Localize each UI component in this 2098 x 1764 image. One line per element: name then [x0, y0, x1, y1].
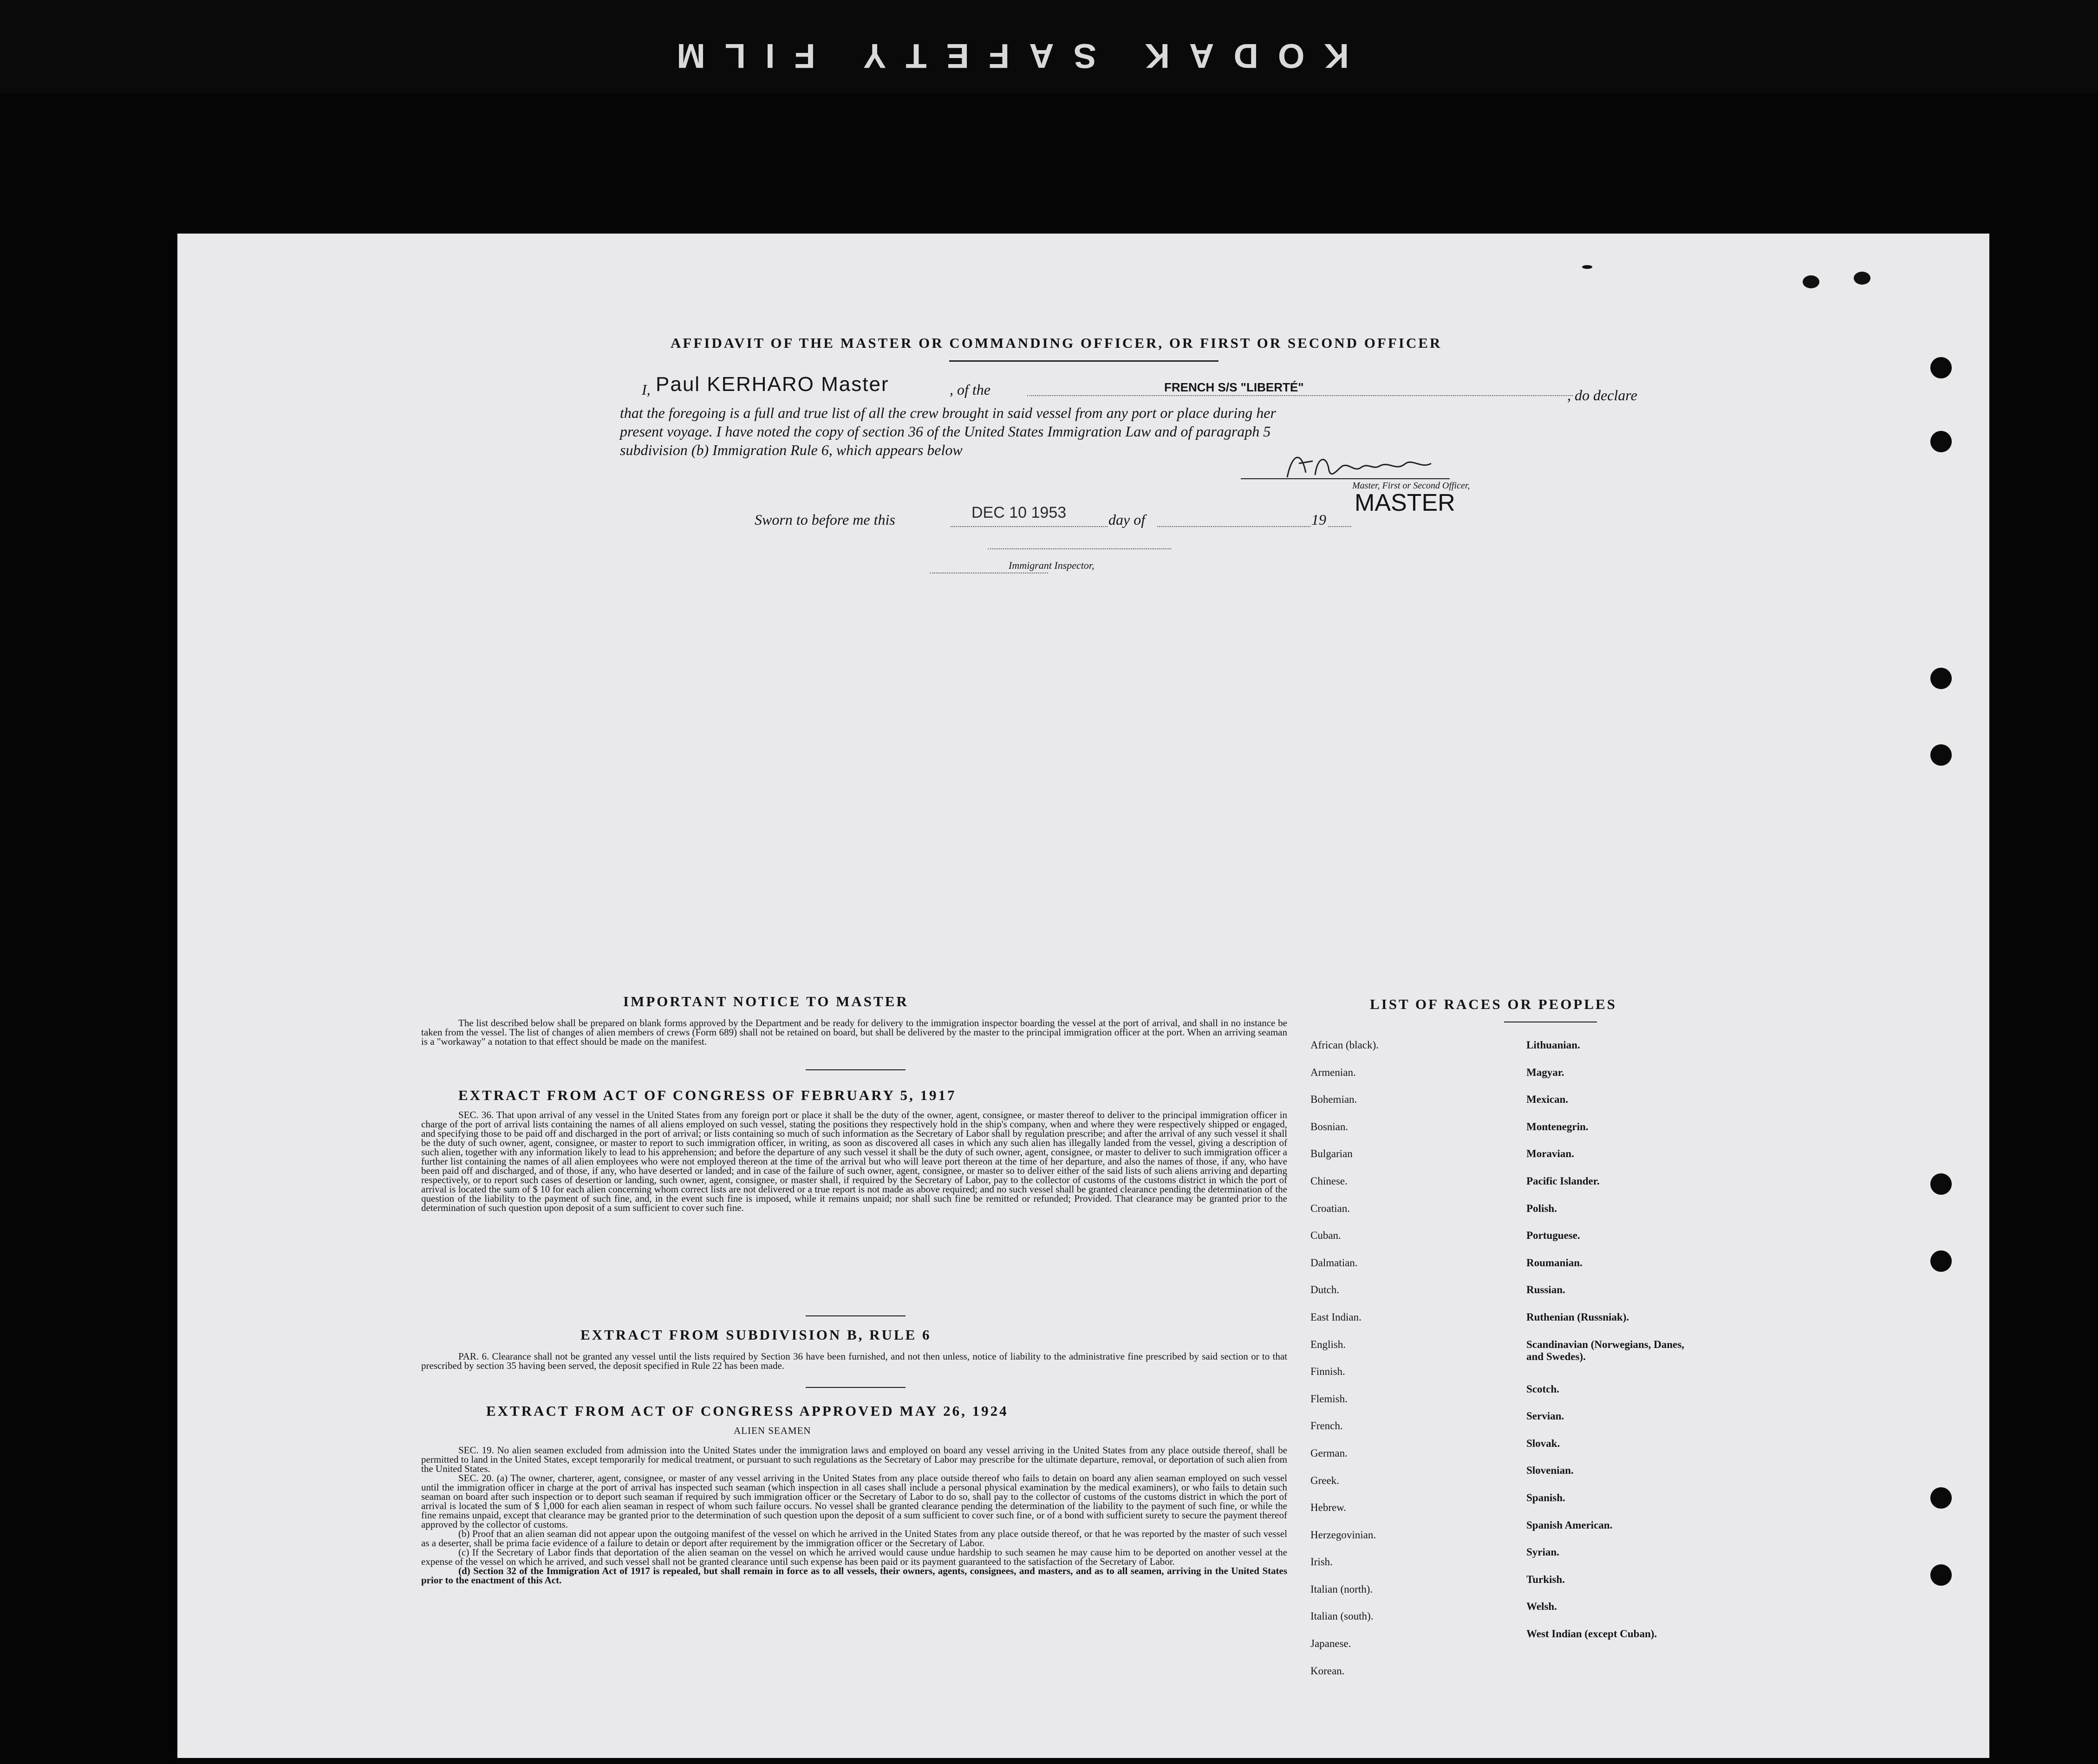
sworn-date-line	[951, 526, 1108, 527]
race-item: French.	[1310, 1420, 1343, 1432]
races-heading: LIST OF RACES OR PEOPLES	[1370, 996, 1617, 1012]
race-item: Roumanian.	[1526, 1256, 1583, 1269]
ink-speck	[1582, 265, 1592, 269]
race-item: Armenian.	[1310, 1066, 1356, 1078]
punch-hole	[1930, 744, 1952, 766]
vessel-line	[1027, 395, 1573, 396]
race-item: Polish.	[1526, 1202, 1557, 1214]
section-20a-paragraph: SEC. 20. (a) The owner, charterer, agent, consignee, or master of any vessel arriving in the United States from any place outside thereof who fails to detain on board any alien seaman employed on such vessel until the immigration officer in charge at the port of arrival has inspected such seaman (which inspection in all cases shall include a personal physical examination by the medical examiners), or who fails to detain such seaman on board after such inspection or to deport such seaman if required by such immigration officer or the Secretary of Labor to do so, shall pay to the collector of customs of the customs district in which the port of arrival is located the sum of $ 1,000 for each alien seaman in respect of whom such failure occurs. No vessel shall be granted clearance pending the determination of the liability to the payment of such fine, or while the fine remains unpaid, except that clearance may be granted prior to the determination of such question upon the deposit of a sum sufficient to cover such fine, or of a bond with sufficient surety to secure the payment thereof approved by the collector of customs.	[421, 1472, 1287, 1530]
extract-rule6-heading: EXTRACT FROM SUBDIVISION B, RULE 6	[580, 1327, 932, 1343]
race-item: English.	[1310, 1338, 1346, 1350]
race-item: Scandinavian (Norwegians, Danes, and Swedes).	[1526, 1338, 1684, 1362]
race-item: Greek.	[1310, 1474, 1339, 1486]
race-item: Ruthenian (Russniak).	[1526, 1311, 1629, 1323]
paragraph-6: PAR. 6. Clearance shall not be granted any vessel until the lists required by Section 36 have been furnished, and not then unless, notice of liability to the administrative fine prescribed by said section or to that prescribed by section 35 having been served, the deposit specified in Rule 22 has been made.	[421, 1351, 1287, 1371]
race-item: Finnish.	[1310, 1366, 1345, 1378]
film-edge-band	[0, 0, 2098, 93]
punch-hole	[1930, 357, 1952, 378]
punch-hole	[1930, 431, 1952, 452]
alien-seamen-subheading: ALIEN SEAMEN	[734, 1425, 811, 1436]
section-19-paragraph: SEC. 19. No alien seamen excluded from admission into the United States under the immigration laws and employed on board any vessel arriving in the United States from any place outside thereof, shall be permitted to land in the United States, except temporarily for medical treatment, or pursuant to such regulations as the Secretary of Labor may prescribe for the ultimate departure, removal, or deportation of such alien from the United States.	[421, 1445, 1287, 1474]
ink-speck	[1803, 275, 1819, 288]
race-item: Cuban.	[1310, 1230, 1341, 1242]
notice-paragraph: The list described below shall be prepared on blank forms approved by the Department and be ready for delivery to the immigration inspector boarding the vessel at the port of arrival, and shall in no instance be taken from the vessel. The list of changes of alien members of crews (Form 689) shall not be retained on board, but shall be delivered by the master to the principal immigration officer at the port. When an arriving seaman is a "workaway" a notation to that effect should be made on the manifest.	[421, 1017, 1287, 1047]
race-item: Moravian.	[1526, 1148, 1574, 1160]
race-item: African (black).	[1310, 1039, 1379, 1051]
extract-1917-divider	[806, 1315, 906, 1316]
race-item: Spanish.	[1526, 1491, 1565, 1504]
race-item: Spanish American.	[1526, 1519, 1613, 1531]
race-item: Lithuanian.	[1526, 1039, 1580, 1051]
race-item: Dalmatian.	[1310, 1256, 1358, 1269]
of-the-label: , of the	[950, 381, 990, 398]
race-item: Magyar.	[1526, 1066, 1564, 1078]
race-item: Pacific Islander.	[1526, 1175, 1600, 1187]
race-item: Chinese.	[1310, 1175, 1348, 1187]
inspector-label: Immigrant Inspector,	[1009, 560, 1095, 571]
affidavit-line-2: that the foregoing is a full and true list of all the crew brought in said vessel from any port or place during her	[620, 404, 1276, 421]
races-column-1	[1310, 1039, 1379, 1692]
extract-rule6-text	[421, 1352, 1287, 1370]
punch-hole	[1930, 1487, 1952, 1509]
race-item: Japanese.	[1310, 1638, 1351, 1650]
race-item: Turkish.	[1526, 1573, 1565, 1585]
race-item: West Indian (except Cuban).	[1526, 1627, 1657, 1640]
sworn-label: Sworn to before me this	[755, 511, 895, 528]
race-item: Irish.	[1310, 1556, 1333, 1568]
races-column-2	[1526, 1039, 1698, 1655]
race-item: Montenegrin.	[1526, 1120, 1589, 1133]
notice-text	[421, 1018, 1287, 1046]
signature-caption: Master, First or Second Officer,	[1352, 481, 1470, 491]
notice-heading: IMPORTANT NOTICE TO MASTER	[623, 993, 909, 1009]
month-line	[1157, 526, 1310, 527]
section-20b-paragraph: (b) Proof that an alien seaman did not appear upon the outgoing manifest of the vessel on which he arrived in the United States from any place outside thereof, or that he was reported by the master of such vessel as a deserter, shall be prima facie evidence of a failure to detain or deport after requirement by the immigration officer or the Secretary of Labor.	[421, 1528, 1287, 1549]
race-item: Slovak.	[1526, 1437, 1560, 1449]
signatory-title: MASTER	[1355, 489, 1455, 516]
day-of-label: day of	[1108, 511, 1146, 528]
race-item: Portuguese.	[1526, 1230, 1580, 1242]
sworn-date-stamp: DEC 10 1953	[971, 504, 1067, 521]
extract-rule6-divider	[806, 1387, 906, 1388]
race-item: Scotch.	[1526, 1383, 1559, 1395]
race-item: Welsh.	[1526, 1601, 1557, 1613]
affidavit-title: AFFIDAVIT OF THE MASTER OR COMMANDING OFFICER, OR FIRST OR SECOND OFFICER	[671, 335, 1442, 351]
title-underline	[949, 360, 1218, 362]
race-item: Herzegovinian.	[1310, 1529, 1376, 1541]
race-item: Bohemian.	[1310, 1094, 1357, 1106]
signature-line	[1241, 478, 1450, 479]
race-item: Servian.	[1526, 1410, 1564, 1422]
punch-hole	[1930, 668, 1952, 689]
film-edge-text: KODAK SAFETY FILM	[657, 37, 1349, 75]
section-20d-paragraph: (d) Section 32 of the Immigration Act of 1917 is repealed, but shall remain in force as to all vessels, their owners, agents, consignees, and masters, and as to all seamen, arriving in the United States prior to the enactment of this Act.	[421, 1565, 1287, 1586]
vessel-name: FRENCH S/S "LIBERTÉ"	[1164, 380, 1304, 394]
race-item: Mexican.	[1526, 1094, 1569, 1106]
race-item: Italian (north).	[1310, 1583, 1373, 1595]
affidavit-line-3: present voyage. I have noted the copy of section 36 of the United States Immigration Law and of paragraph 5	[620, 423, 1271, 440]
punch-hole	[1930, 1564, 1952, 1586]
year-line	[1328, 526, 1351, 527]
punch-hole	[1930, 1250, 1952, 1272]
race-item: Italian (south).	[1310, 1610, 1374, 1622]
document-page	[177, 234, 1989, 1758]
affidavit-i: I,	[642, 381, 651, 398]
race-item: Dutch.	[1310, 1284, 1339, 1296]
race-item: Flemish.	[1310, 1393, 1348, 1405]
race-item: Bosnian.	[1310, 1120, 1349, 1133]
affidavit-line-4: subdivision (b) Immigration Rule 6, which appears below	[620, 442, 963, 458]
extract-1917-heading: EXTRACT FROM ACT OF CONGRESS OF FEBRUARY 5, 1917	[458, 1087, 957, 1103]
extract-1924-text	[421, 1445, 1287, 1585]
race-item: Russian.	[1526, 1284, 1565, 1296]
race-item: Slovenian.	[1526, 1465, 1574, 1477]
section-36-paragraph: SEC. 36. That upon arrival of any vessel in the United States from any foreign port or place it shall be the duty of the owner, agent, consignee, or master thereof to deliver to the principal immigration officer in charge of the port of arrival lists containing the names of all aliens employed on such vessel, stating the positions they respectively hold in the ship's company, when and where they were respectively shipped or engaged, and specifying those to be paid off and discharged in the port of arrival; or lists containing so much of such information as the Secretary of Labor shall by regulation prescribe; and after the arrival of any such vessel it shall be the duty of such owner, agent, consignee, or master to report to such immigration officer, in writing, as soon as discovered all cases in which any such alien has illegally landed from the vessel, giving a description of such alien, together with any information likely to lead to his apprehension; and before the departure of any such vessel it shall be the duty of such owner, agent, consignee, or master to deliver to such immigration officer a further list containing the names of all alien employees who were not employed thereon at the time of the arrival but who will leave port thereon at the time of her departure, and also the names of those, if any, who have been paid off and discharged, and of those, if any, who have deserted or landed; and in case of the failure of such owner, agent, consignee, or master so to deliver either of the said lists of such aliens arriving and departing respectively, or to report such cases of desertion or landing, such owner, agent, consignee, or master shall, if required by the Secretary of Labor, pay to the collector of customs of the customs district in which the port of arrival is located the sum of $ 10 for each alien concerning whom correct lists are not delivered or a true report is not made as above required; and no such vessel shall be granted clearance pending the determination of the question of the liability to the payment of such fine, and, in the event such fine is imposed, while it remains unpaid; nor shall such fine be remitted or refunded; Provided. That clearance may be granted prior to the determination of such question upon deposit of a sum sufficient to cover such fine.	[421, 1109, 1287, 1213]
ink-speck	[1854, 272, 1870, 285]
race-item: Bulgarian	[1310, 1148, 1353, 1160]
notice-divider	[806, 1069, 906, 1070]
do-declare-label: , do declare	[1567, 387, 1637, 404]
race-item: East Indian.	[1310, 1311, 1362, 1323]
extract-1924-heading: EXTRACT FROM ACT OF CONGRESS APPROVED MAY 26, 1924	[486, 1403, 1009, 1419]
race-item: Croatian.	[1310, 1202, 1350, 1214]
race-item: Hebrew.	[1310, 1502, 1347, 1514]
punch-hole	[1930, 1173, 1952, 1195]
extract-1917-text	[421, 1110, 1287, 1212]
year-prefix: 19	[1311, 511, 1326, 528]
race-item: Syrian.	[1526, 1546, 1559, 1558]
inspector-signature-line	[988, 548, 1171, 549]
race-item: German.	[1310, 1447, 1348, 1459]
section-20c-paragraph: (c) If the Secretary of Labor finds that deportation of the alien seaman on the vessel on which he arrived would cause undue hardship to such seamen he may cause him to be deported on another vessel at the expense of the vessel on which he arrived, and such vessel shall not be granted clearance until such expense has been paid or its payment guaranteed to the satisfaction of the Secretary of Labor.	[421, 1547, 1287, 1567]
master-name: Paul KERHARO Master	[656, 373, 889, 396]
race-item: Korean.	[1310, 1665, 1345, 1677]
